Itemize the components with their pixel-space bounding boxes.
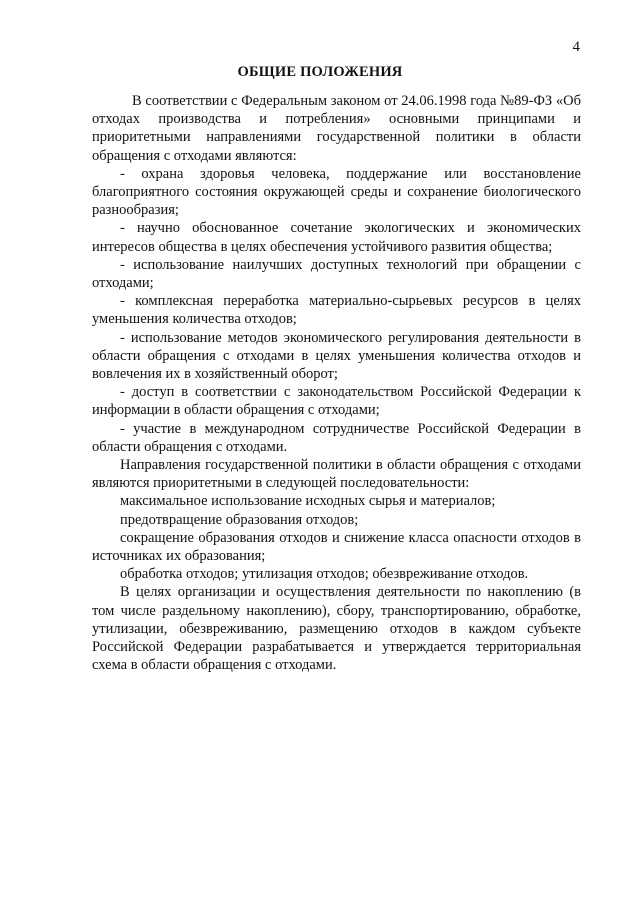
principle-item: - комплексная переработка материально-сырьевых ресурсов в целях уменьшения количества отходов;: [92, 293, 581, 328]
principle-item: - использование наилучших доступных технологий при обращении с отходами;: [92, 256, 581, 292]
page-title: ОБЩИЕ ПОЛОЖЕНИЯ: [237, 64, 403, 80]
priorities-paragraph: Направления государственной политики в области обращения с отходами являются приоритетными в следующей последовательности:: [92, 457, 581, 492]
principle-item: - доступ в соответствии с законодательством Российской Федерации к информации в области обращения с отходами;: [92, 384, 581, 419]
closing-paragraph: В целях организации и осуществления деятельности по накоплению (в том числе раздельному накоплению), сбору, транспортированию, обработке, утилизации, обезвреживанию, размещению отходов в каждом субъекте Российской Федерации разрабатывается и утверждается территориальная схема в области обращения с отходами.: [92, 584, 581, 674]
intro-paragraph: В соответствии с Федеральным законом от 24.06.1998 года №89-ФЗ «Об отходах производства и потребления» основными принципами и приоритетными направлениями государственной политики в области обращения с отходами являются:: [92, 93, 581, 164]
principle-item: - использование методов экономического регулирования деятельности в области обращения с отходами в целях уменьшения количества отходов и вовлечения их в хозяйственный оборот;: [92, 329, 581, 383]
priority-item: обработка отходов; утилизация отходов; обезвреживание отходов.: [120, 566, 529, 583]
principle-item: - научно обоснованное сочетание экологических и экономических интересов общества в целях обеспечения устойчивого развития общества;: [92, 220, 581, 255]
principle-item: - охрана здоровья человека, поддержание или восстановление благоприятного состояния окружающей среды и сохранение биологического разнообразия;: [92, 165, 581, 219]
priority-item: предотвращение образования отходов;: [120, 511, 359, 528]
priority-item: сокращение образования отходов и снижение класса опасности отходов в источниках их образования;: [92, 529, 581, 565]
principle-item: - участие в международном сотрудничестве Российской Федерации в области обращения с отходами.: [92, 420, 581, 455]
body-text: [92, 92, 581, 675]
priority-item: максимальное использование исходных сырья и материалов;: [120, 493, 496, 510]
page-number: 4: [572, 39, 580, 55]
